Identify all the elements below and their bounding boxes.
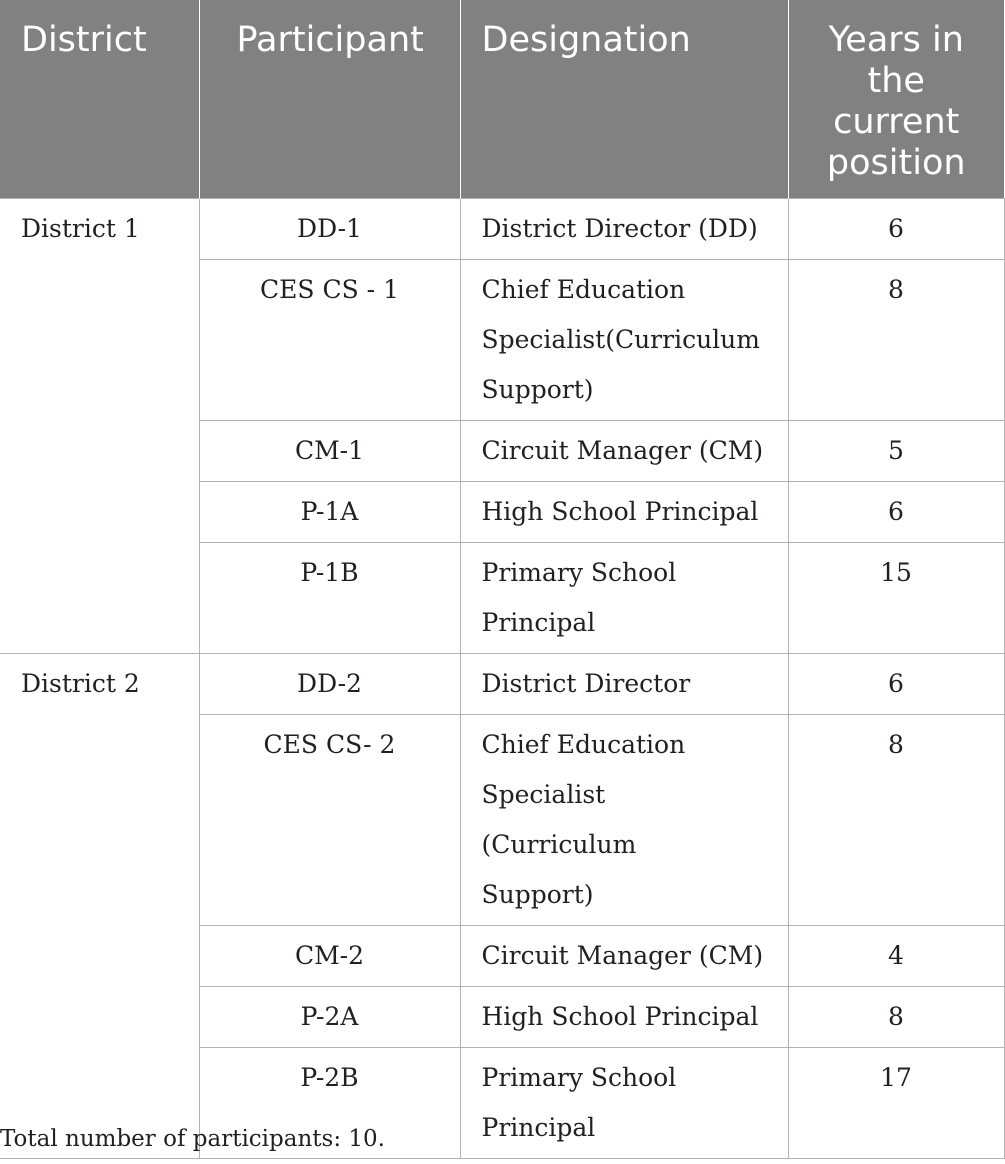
years-cell: 8 — [788, 715, 1004, 926]
participant-cell: P-2A — [199, 987, 460, 1048]
designation-line: Specialist(Curriculum — [481, 325, 760, 354]
designation-line: Chief Education — [481, 275, 686, 304]
designation-cell: High School Principal — [460, 482, 788, 543]
header-row — [0, 0, 1004, 199]
participant-cell: DD-1 — [199, 199, 460, 260]
header-years-line: the — [867, 61, 925, 101]
designation-cell — [460, 715, 788, 926]
designation-line: Chief Education — [481, 730, 686, 759]
participant-cell: DD-2 — [199, 654, 460, 715]
years-cell: 17 — [788, 1048, 1004, 1159]
designation-cell: High School Principal — [460, 987, 788, 1048]
designation-line: Principal — [481, 608, 596, 637]
header-designation: Designation — [460, 0, 788, 199]
years-cell: 4 — [788, 926, 1004, 987]
designation-line: Specialist (Curriculum — [481, 780, 637, 859]
designation-line: Principal — [481, 1113, 596, 1142]
designation-cell: Circuit Manager (CM) — [460, 926, 788, 987]
header-years-line: Years in — [828, 20, 964, 60]
header-years-line: current — [833, 102, 960, 142]
table-footnote: Total number of participants: 10. — [0, 1126, 385, 1152]
header-district: District — [0, 0, 199, 199]
designation-cell — [460, 543, 788, 654]
designation-line: Support) — [481, 375, 594, 404]
years-cell: 8 — [788, 987, 1004, 1048]
designation-cell — [460, 260, 788, 421]
years-cell: 15 — [788, 543, 1004, 654]
participant-cell: CES CS - 1 — [199, 260, 460, 421]
years-cell: 6 — [788, 199, 1004, 260]
participant-cell: P-1B — [199, 543, 460, 654]
table-row — [0, 199, 1004, 260]
designation-cell: Circuit Manager (CM) — [460, 421, 788, 482]
designation-cell: District Director (DD) — [460, 199, 788, 260]
district-cell: District 2 — [0, 654, 199, 1159]
table-body — [0, 199, 1004, 1159]
years-cell: 6 — [788, 482, 1004, 543]
header-years-line: position — [826, 143, 966, 183]
district-cell: District 1 — [0, 199, 199, 654]
designation-cell: District Director — [460, 654, 788, 715]
participant-cell: P-1A — [199, 482, 460, 543]
table-header — [0, 0, 1004, 199]
participant-cell: P-2B — [199, 1048, 460, 1159]
designation-line: Primary School — [481, 558, 677, 587]
table-row — [0, 654, 1004, 715]
designation-line: Support) — [481, 880, 594, 909]
participant-cell: CM-2 — [199, 926, 460, 987]
header-participant: Participant — [199, 0, 460, 199]
years-cell: 8 — [788, 260, 1004, 421]
years-cell: 5 — [788, 421, 1004, 482]
years-cell: 6 — [788, 654, 1004, 715]
designation-cell — [460, 1048, 788, 1159]
header-years-in-position — [788, 0, 1004, 199]
participant-cell: CES CS- 2 — [199, 715, 460, 926]
designation-line: Primary School — [481, 1063, 677, 1092]
participant-cell: CM-1 — [199, 421, 460, 482]
